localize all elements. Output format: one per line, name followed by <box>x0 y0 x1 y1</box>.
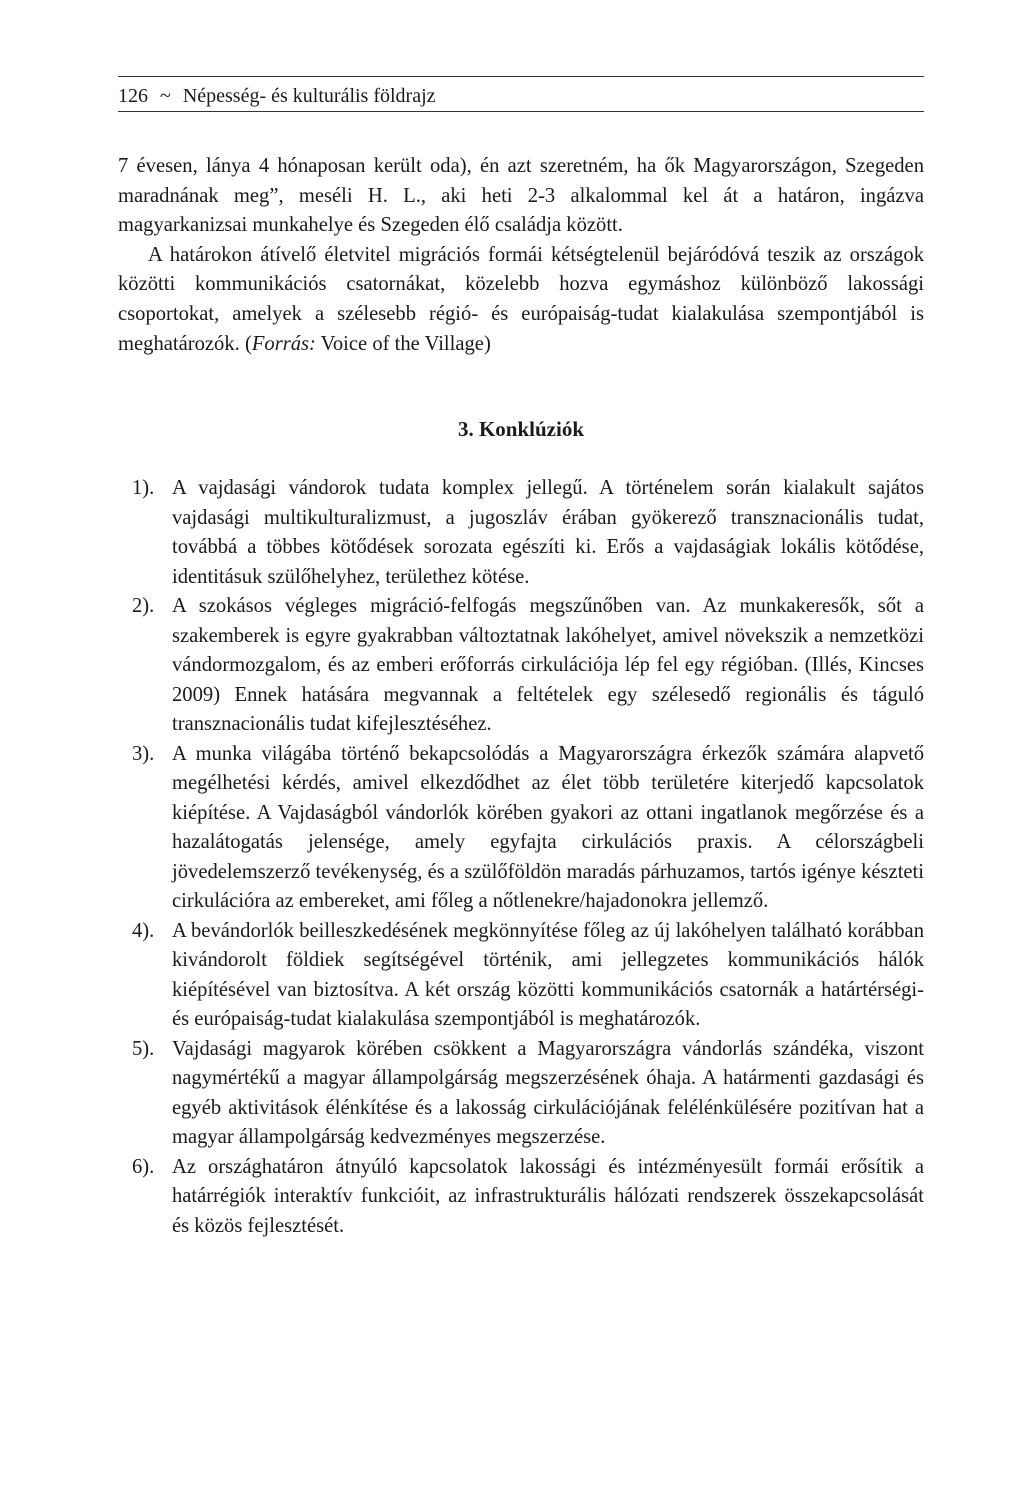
intro-paragraph-1: 7 évesen, lánya 4 hónaposan került oda), én azt szeretném, ha ők Magyarországon, Szegeden maradnának meg”, meséli H. L., aki heti 2-3 alkalommal kel át a határon, ingázva magyarkanizsai munkahelye és Szegeden élő családja között. <box>118 155 924 237</box>
header-rule-bottom <box>118 111 924 112</box>
header-rule-top <box>118 76 924 77</box>
list-item-number: 1). <box>132 477 155 499</box>
intro-paragraph-2 <box>118 241 924 359</box>
list-item-text: A szokásos végleges migráció-felfogás megszűnőben van. Az munkakeresők, sőt a szakemberek is egyre gyakrabban változtatnak lakóhelyet, amivel növekszik a nemzetközi vándormozgalom, és az emberi erőforrás cirkulációja lép fel egy régióban. (Illés, Kincses 2009) Ennek hatására megvannak a feltételek egy szélesedő regionális és táguló transznacionális tudat kifejlesztéséhez. <box>172 595 924 735</box>
intro-paragraph-2-text: A határokon átívelő életvitel migrációs formái kétségtelenül bejáródóvá teszik az országok közötti kommunikációs csatornákat, közelebb hozva egymáshoz különböző lakossági csoportokat, amelyek a szélesebb régió- és európaiság-tudat kialakulása szempontjából is meghatározók. <box>118 243 924 355</box>
conclusions-list <box>118 474 924 1241</box>
list-item-number: 2). <box>132 595 155 617</box>
running-title: Népesség- és kulturális földrajz <box>182 85 436 107</box>
list-item <box>118 1153 924 1242</box>
list-item <box>118 740 924 917</box>
list-item-number: 4). <box>132 919 155 942</box>
list-item <box>118 592 924 740</box>
list-item-text: A vajdasági vándorok tudata komplex jellegű. A történelem során kialakult sajátos vajdasági multikulturalizmust, a jugoszláv érában gyökerező transznacionális tudat, továbbá a többes kötődések sorozata egészíti ki. Erős a vajdaságiak lokális kötődése, identitásuk szülőhelyhez, területhez kötése. <box>172 477 924 588</box>
list-item-text: A munka világába történő bekapcsolódás a Magyarországra érkezők számára alapvető megélhetési kérdés, amivel elkezdődhet az élet több területére kiterjedő kapcsolatok kiépítése. A Vajdaságból vándorlók körében gyakori az ottani ingatlanok megőrzése és a hazalátogatás jelensége, amely egyfajta cirkulációs praxis. A célországbeli jövedelemszerző tevékenység, és a szülőföldön maradás párhuzamos, tartós igénye készteti cirkulációra az embereket, ami főleg a nőtlenekre/hajadonokra jellemző. <box>172 742 924 912</box>
section-heading: 3. Konklúziók <box>457 417 585 441</box>
list-item <box>118 474 924 592</box>
list-item-text: A bevándorlók beilleszkedésének megkönnyítése főleg az új lakóhelyen található korábban kivándorolt földiek segítségével történik, ami jellegzetes kommunikációs hálók kiépítésével van biztosítva. A két ország közötti kommunikációs csatornák a határtérségi- és európaiság-tudat kialakulása szempontjából is meghatározók. <box>172 919 924 1030</box>
list-item <box>118 1035 924 1153</box>
list-item-number: 5). <box>132 1037 155 1060</box>
source-open: ( <box>244 332 252 355</box>
list-item <box>118 917 924 1035</box>
list-item-text: Vajdasági magyarok körében csökkent a Magyarországra vándorlás szándéka, viszont nagymértékű a magyar állampolgárság megszerzésének óhaja. A határmenti gazdasági és egyéb aktivitások élénkítése és a lakosság cirkulációjának felélénkülésére pozitívan hat a magyar állampolgárság kedvezményes megszerzése. <box>172 1037 924 1148</box>
source-value: Voice of the Village) <box>315 332 491 355</box>
header-separator: ~ <box>160 85 171 107</box>
list-item-number: 6). <box>132 1155 155 1178</box>
page-number: 126 <box>118 85 148 107</box>
list-item-text: Az országhatáron átnyúló kapcsolatok lakossági és intézményesült formái erősítik a határrégiók interaktív funkcióit, az infrastrukturális hálózati rendszerek összekapcsolását és közös fejlesztését. <box>172 1155 924 1237</box>
source-label: Forrás: <box>251 332 316 355</box>
list-item-number: 3). <box>132 742 155 765</box>
running-header <box>118 84 924 108</box>
intro-text <box>118 152 924 359</box>
